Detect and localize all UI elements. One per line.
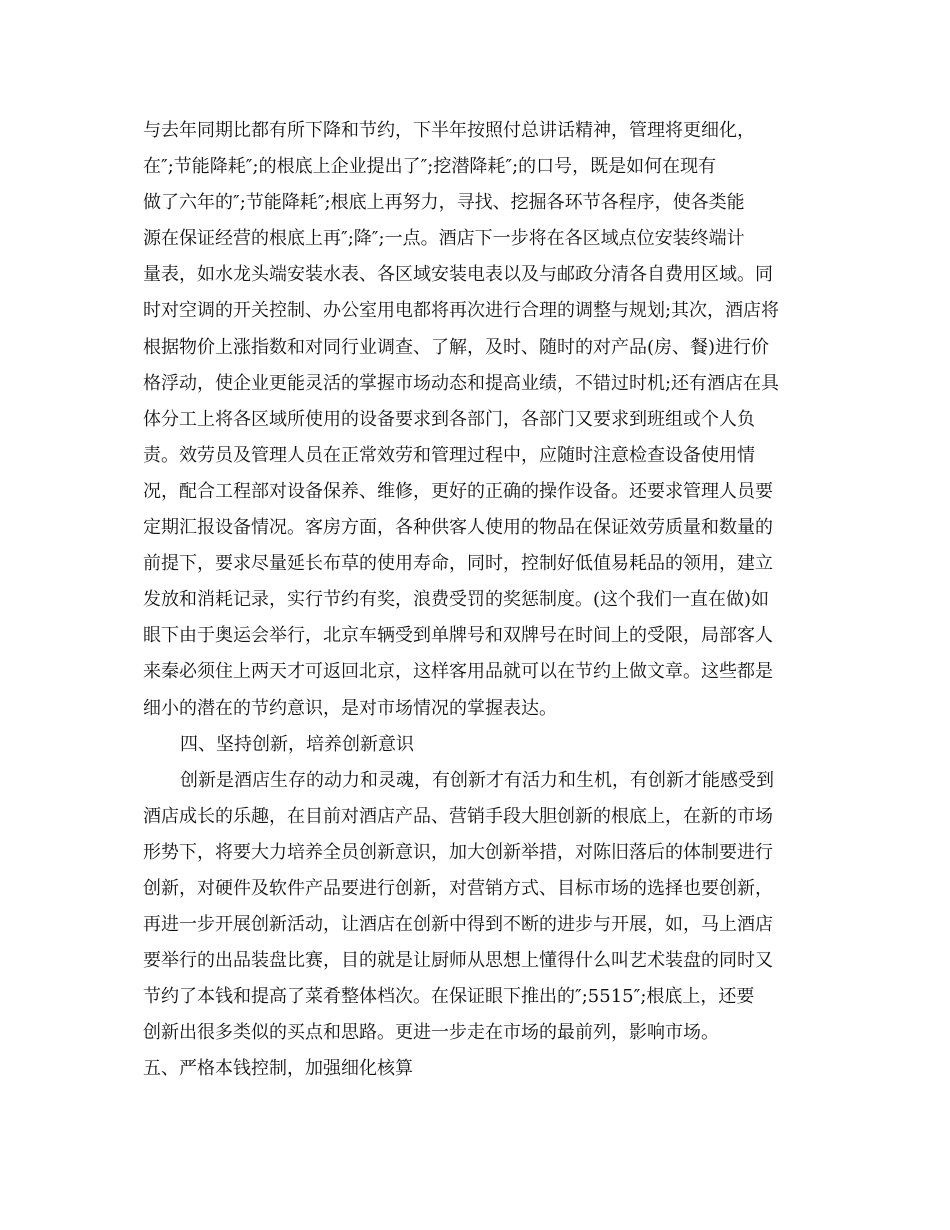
paragraph-line-indented: 创新是酒店生存的动力和灵魂，有创新才有活力和生机，有创新才能感受到 [180,769,774,791]
paragraph-line: 创新出很多类似的买点和思路。更进一步走在市场的最前列，影响市场。 [143,1022,719,1044]
paragraph-line: 与去年同期比都有所下降和节约，下半年按照付总讲话精神，管理将更细化， [143,120,755,141]
paragraph-line: 时对空调的开关控制、办公室用电都将再次进行合理的调整与规划;其次，酒店将 [143,300,780,322]
paragraph-line: 眼下由于奥运会举行，北京车辆受到单牌号和双牌号在时间上的受限，局部客人 [143,625,773,647]
paragraph-line: 格浮动，使企业更能灵活的掌握市场动态和提高业绩，不错过时机;还有酒店在具 [143,372,780,394]
paragraph-line: 形势下，将要大力培养全员创新意识，加大创新举措，对陈旧落后的体制要进行 [143,841,773,863]
paragraph-line: 前提下，要求尽量延长布草的使用寿命，同时，控制好低值易耗品的领用，建立 [143,553,773,575]
paragraph-line: 量表，如水龙头端安装水表、各区域安装电表以及与邮政分清各自费用区域。同 [143,264,773,286]
paragraph-line: 况，配合工程部对设备保养、维修，更好的正确的操作设备。还要求管理人员要 [143,480,773,502]
paragraph-line: 再进一步开展创新活动，让酒店在创新中得到不断的进步与开展，如，马上酒店 [143,914,773,936]
paragraph-line-indented: 四、坚持创新，培养创新意识 [180,733,414,755]
paragraph-line: 节约了本钱和提高了菜肴整体档次。在保证眼下推出的″;5515″;根底上，还要 [143,986,755,1008]
paragraph-line: 做了六年的″;节能降耗″;根底上再努力，寻找、挖掘各环节各程序，使各类能 [143,192,745,214]
paragraph-line: 责。效劳员及管理人员在正常效劳和管理过程中，应随时注意检查设备使用情 [143,444,755,466]
paragraph-line: 要举行的出品装盘比赛，目的就是让厨师从思想上懂得什么叫艺术装盘的同时又 [143,950,773,972]
paragraph-line: 发放和消耗记录，实行节约有奖，浪费受罚的奖惩制度。(这个我们一直在做)如 [143,589,770,611]
paragraph-line: 源在保证经营的根底上再″;降″;一点。酒店下一步将在各区域点位安装终端计 [143,228,745,250]
paragraph-line: 定期汇报设备情况。客房方面，各种供客人使用的物品在保证效劳质量和数量的 [143,517,773,539]
paragraph-line: 酒店成长的乐趣，在目前对酒店产品、营销手段大胆创新的根底上，在新的市场 [143,805,773,827]
paragraph-line: 在″;节能降耗″;的根底上企业提出了″;挖潜降耗″;的口号，既是如何在现有 [143,156,717,178]
document-body [143,113,808,1088]
paragraph-line: 创新，对硬件及软件产品要进行创新，对营销方式、目标市场的选择也要创新， [143,877,773,899]
paragraph-line: 体分工上将各区域所使用的设备要求到各部门，各部门又要求到班组或个人负 [143,408,755,430]
paragraph-line: 细小的潜在的节约意识，是对市场情况的掌握表达。 [143,697,557,719]
paragraph-line: 来秦必须住上两天才可返回北京，这样客用品就可以在节约上做文章。这些都是 [143,661,773,683]
paragraph-line: 五、严格本钱控制，加强细化核算 [143,1058,413,1080]
paragraph-line: 根据物价上涨指数和对同行业调查、了解，及时、随时的对产品(房、餐)进行价 [143,336,770,358]
